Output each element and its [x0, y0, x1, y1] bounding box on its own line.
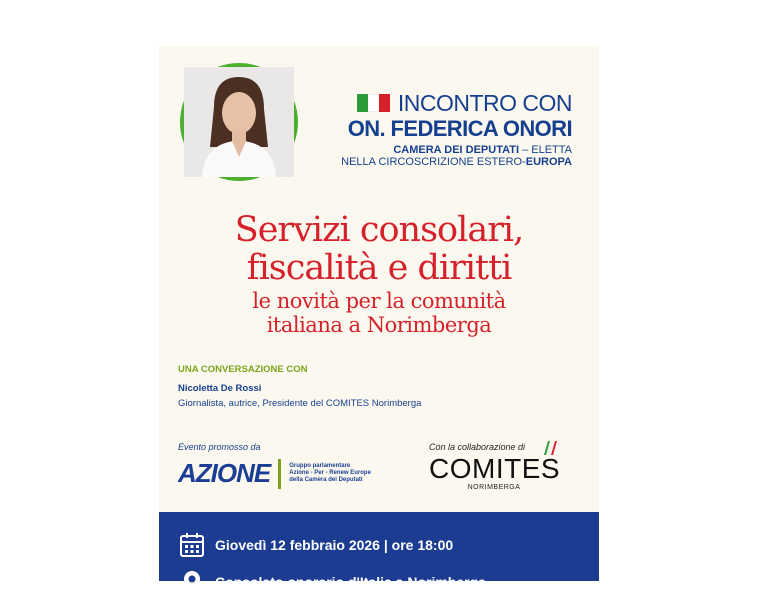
- azione-logo: [178, 458, 371, 489]
- speaker-photo: [180, 63, 298, 181]
- event-date: Giovedì 12 febbraio 2026 | ore 18:00: [215, 537, 454, 553]
- header-line4: NELLA CIRCOSCRIZIONE ESTERO-EUROPA: [341, 156, 572, 168]
- italian-flag-icon: [357, 94, 390, 112]
- collab-label: Con la collaborazione di: [429, 442, 526, 452]
- comites-wordmark: COMITES: [429, 453, 561, 484]
- promoted-label: Evento promosso da: [178, 442, 261, 452]
- azione-logo-text: Gruppo parlamentare Azione - Per - Renew Europe della Camera dei Deputati: [289, 463, 371, 483]
- header-line3: CAMERA DEI DEPUTATI – ELETTA: [393, 144, 572, 156]
- date-row: [179, 532, 453, 558]
- event-footer: [159, 512, 599, 590]
- comites-logo: [429, 454, 559, 491]
- place-row: [179, 569, 486, 595]
- header-incontro: INCONTRO CON: [397, 90, 572, 116]
- conversation-heading: UNA CONVERSAZIONE CON: [178, 364, 308, 375]
- conversation-block: [178, 364, 421, 409]
- title-line2: fiscalità e diritti: [246, 248, 512, 288]
- moderator-description: Giornalista, autrice, Presidente del COMITES Norimberga: [178, 398, 422, 409]
- azione-wordmark: AZIONE: [178, 458, 271, 488]
- calendar-icon: [179, 532, 205, 558]
- location-pin-icon: [179, 569, 205, 595]
- speaker-name: ON. FEDERICA ONORI: [347, 116, 572, 141]
- title-line1: Servizi consolari,: [234, 210, 524, 250]
- azione-divider: [278, 459, 281, 489]
- moderator-name: Nicoletta De Rossi: [178, 383, 262, 394]
- header-line1: [341, 90, 572, 116]
- header-block: [341, 90, 572, 168]
- subtitle-line1: le novità per la comunità: [252, 289, 506, 313]
- event-place: Consolato onorario d'Italia a Norimberga: [215, 574, 486, 590]
- comites-subtext: NORIMBERGA: [467, 484, 521, 491]
- subtitle-line2: italiana a Norimberga: [266, 313, 492, 337]
- event-poster: [159, 46, 599, 590]
